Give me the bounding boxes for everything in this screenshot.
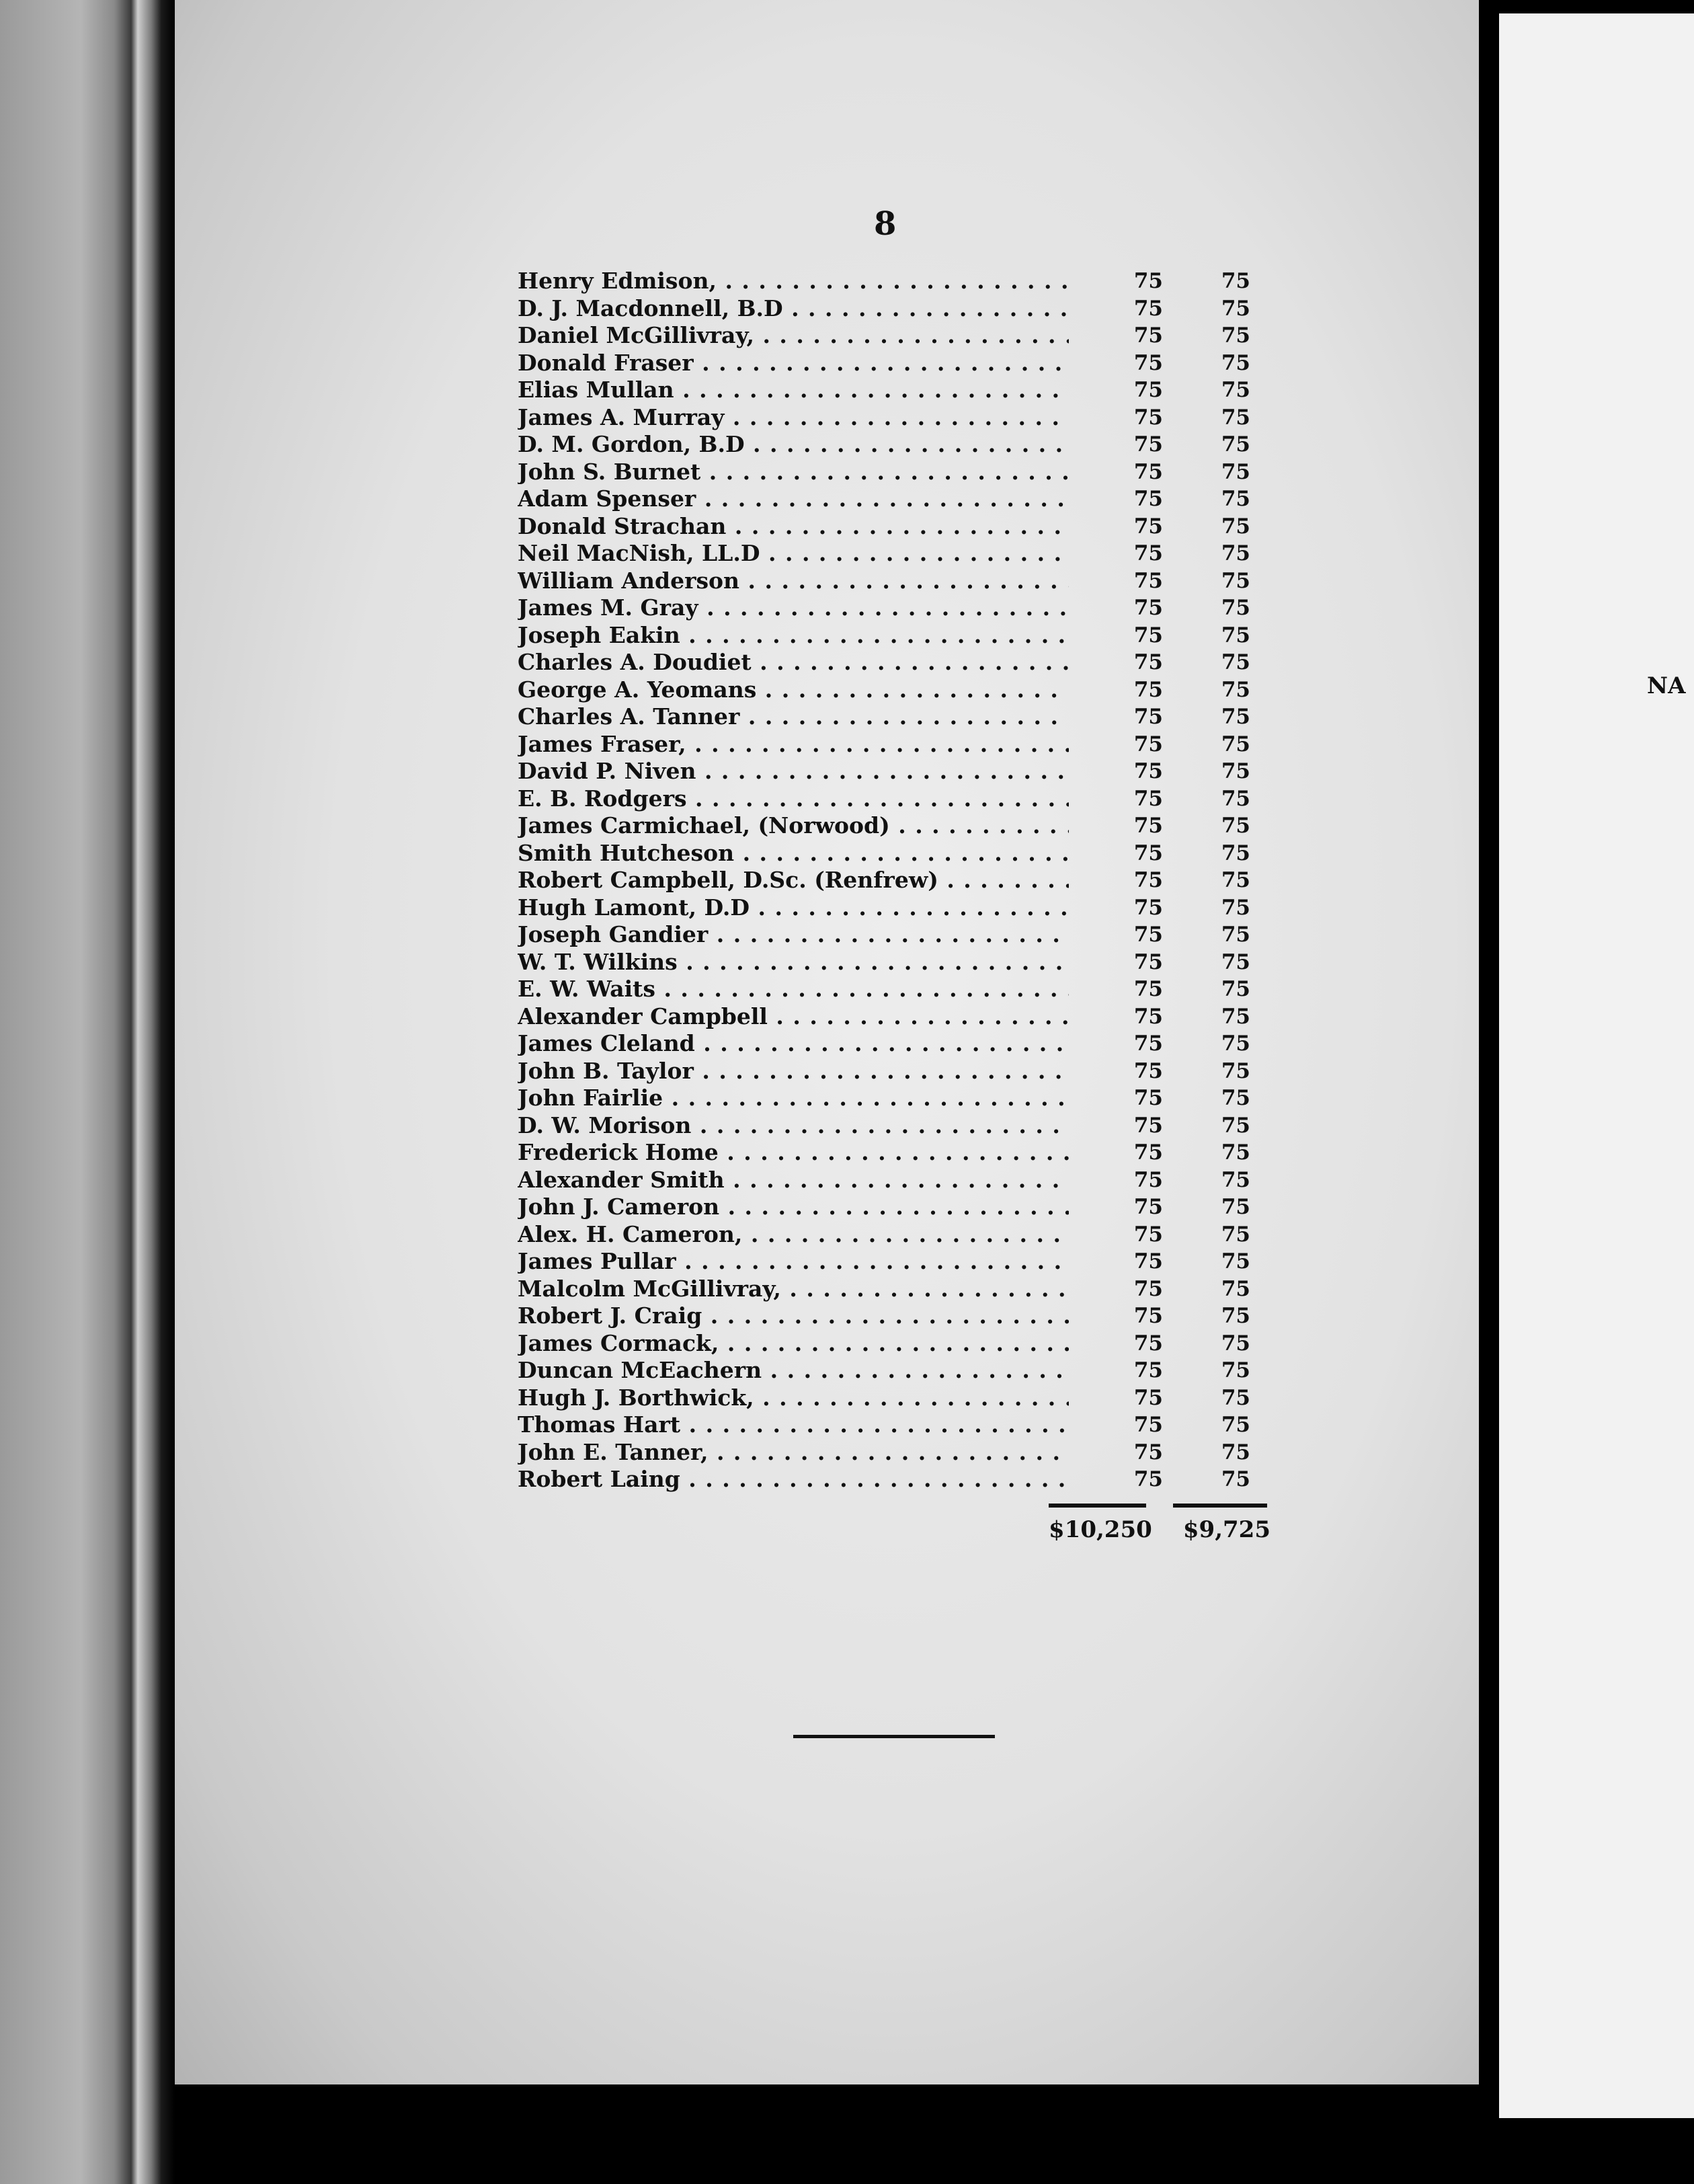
subscriber-name: Thomas Hart . . . xyxy=(518,1411,1069,1439)
amount-column-b: 75 xyxy=(1221,1140,1250,1165)
amount-column-b: 75 xyxy=(1221,1031,1250,1056)
amount-column-a: 75 xyxy=(1133,841,1163,865)
amount-column-b: 75 xyxy=(1221,296,1250,321)
amount-column-a: 75 xyxy=(1133,650,1163,674)
subscriber-name: Joseph Eakin . . . xyxy=(518,622,1069,650)
amount-column-b: 75 xyxy=(1221,650,1250,674)
amount-column-b: 75 xyxy=(1221,1004,1250,1029)
subscriber-name: Elias Mullan . . . xyxy=(518,377,1069,404)
amount-column-a: 75 xyxy=(1133,1413,1163,1437)
subscriber-name: Alex. H. Cameron, . . . xyxy=(518,1221,1069,1249)
amount-column-b: 75 xyxy=(1221,541,1250,566)
subscriber-name: James M. Gray . . . xyxy=(518,594,1069,622)
amount-column-a: 75 xyxy=(1133,1304,1163,1328)
amount-column-b: 75 xyxy=(1221,350,1250,375)
ledger-row xyxy=(518,594,1264,622)
section-end-rule xyxy=(793,1735,995,1738)
amount-column-b: 75 xyxy=(1221,1440,1250,1465)
amount-column-a: 75 xyxy=(1133,868,1163,892)
subscriber-name: Smith Hutcheson . . . xyxy=(518,840,1069,867)
amount-column-a: 75 xyxy=(1133,1004,1163,1029)
subscriber-name: James Fraser, . . . xyxy=(518,731,1069,758)
subscriber-name: John E. Tanner, . . . xyxy=(518,1439,1069,1467)
amount-column-a: 75 xyxy=(1133,432,1163,457)
amount-column-b: 75 xyxy=(1221,895,1250,920)
subscriber-name: John Fairlie . . . xyxy=(518,1085,1069,1112)
ledger-row xyxy=(518,1194,1264,1221)
subscriber-name: Alexander Smith . . . xyxy=(518,1167,1069,1194)
subscriber-name: James A. Murray . . . xyxy=(518,404,1069,432)
amount-column-a: 75 xyxy=(1133,459,1163,484)
amount-column-b: 75 xyxy=(1221,814,1250,838)
subscriber-name: W. T. Wilkins . . . xyxy=(518,949,1069,976)
subscriber-name: Daniel McGillivray, . . . xyxy=(518,322,1069,350)
subscriber-name: Robert Campbell, D.Sc. (Renfrew) . . . xyxy=(518,867,1069,894)
amount-column-a: 75 xyxy=(1133,1331,1163,1356)
amount-column-a: 75 xyxy=(1133,1440,1163,1465)
amount-column-a: 75 xyxy=(1133,1276,1163,1301)
amount-column-b: 75 xyxy=(1221,677,1250,702)
amount-column-a: 75 xyxy=(1133,568,1163,593)
ledger-row xyxy=(518,785,1264,813)
ledger-row xyxy=(518,513,1264,541)
amount-column-b: 75 xyxy=(1221,1385,1250,1410)
amount-column-b: 75 xyxy=(1221,1222,1250,1247)
ledger-row xyxy=(518,1276,1264,1303)
subscriber-name: John S. Burnet . . . xyxy=(518,459,1069,486)
subscriber-name: James Carmichael, (Norwood) . . . xyxy=(518,812,1069,840)
ledger-row xyxy=(518,431,1264,459)
ledger-row xyxy=(518,1085,1264,1112)
ledger-row xyxy=(518,268,1264,295)
ledger-row xyxy=(518,1411,1264,1439)
subscriber-name: Duncan McEachern . . . xyxy=(518,1357,1069,1384)
ledger-row xyxy=(518,1439,1264,1467)
ledger-row xyxy=(518,377,1264,404)
subscriber-name: George A. Yeomans . . . xyxy=(518,676,1069,704)
amount-column-b: 75 xyxy=(1221,269,1250,293)
ledger-row xyxy=(518,1030,1264,1058)
amount-column-b: 75 xyxy=(1221,923,1250,947)
subscriber-name: Joseph Gandier . . . xyxy=(518,921,1069,949)
ledger-row xyxy=(518,1248,1264,1276)
subscriber-name: Malcolm McGillivray, . . . xyxy=(518,1276,1069,1303)
amount-column-a: 75 xyxy=(1133,1140,1163,1165)
amount-column-b: 75 xyxy=(1221,568,1250,593)
ledger-row xyxy=(518,1112,1264,1140)
amount-column-b: 75 xyxy=(1221,459,1250,484)
amount-column-b: 75 xyxy=(1221,1249,1250,1274)
book-binding-edge xyxy=(0,0,175,2184)
subscriber-name: E. B. Rodgers . . . xyxy=(518,785,1069,813)
amount-column-b: 75 xyxy=(1221,868,1250,892)
amount-column-b: 75 xyxy=(1221,1058,1250,1083)
amount-column-b: 75 xyxy=(1221,1276,1250,1301)
total-column-a: $10,250 xyxy=(1049,1516,1152,1543)
amount-column-a: 75 xyxy=(1133,1086,1163,1110)
amount-column-a: 75 xyxy=(1133,350,1163,375)
adjacent-page xyxy=(1499,13,1694,2118)
ledger-row xyxy=(518,1139,1264,1167)
ledger-row xyxy=(518,1058,1264,1085)
amount-column-a: 75 xyxy=(1133,541,1163,566)
amount-column-b: 75 xyxy=(1221,1358,1250,1382)
amount-column-a: 75 xyxy=(1133,705,1163,729)
subscriber-name: Adam Spenser . . . xyxy=(518,485,1069,513)
amount-column-a: 75 xyxy=(1133,405,1163,430)
amount-column-a: 75 xyxy=(1133,1467,1163,1491)
amount-column-a: 75 xyxy=(1133,1195,1163,1219)
amount-column-b: 75 xyxy=(1221,841,1250,865)
amount-column-b: 75 xyxy=(1221,977,1250,1001)
amount-column-b: 75 xyxy=(1221,323,1250,348)
ledger-row xyxy=(518,676,1264,704)
amount-column-a: 75 xyxy=(1133,269,1163,293)
amount-column-a: 75 xyxy=(1133,1249,1163,1274)
amount-column-a: 75 xyxy=(1133,623,1163,648)
ledger-row xyxy=(518,1167,1264,1194)
ledger-row xyxy=(518,1221,1264,1249)
subscriber-name: Robert Laing . . . xyxy=(518,1466,1069,1493)
total-rule-column-a xyxy=(1049,1504,1146,1508)
ledger-row xyxy=(518,812,1264,840)
amount-column-b: 75 xyxy=(1221,1304,1250,1328)
amount-column-b: 75 xyxy=(1221,786,1250,811)
amount-column-b: 75 xyxy=(1221,623,1250,648)
ledger-row xyxy=(518,459,1264,486)
ledger-row xyxy=(518,840,1264,867)
amount-column-b: 75 xyxy=(1221,487,1250,511)
amount-column-b: 75 xyxy=(1221,1167,1250,1192)
subscriber-name: Henry Edmison, . . . xyxy=(518,268,1069,295)
amount-column-b: 75 xyxy=(1221,1113,1250,1138)
ledger-row xyxy=(518,322,1264,350)
ledger-row xyxy=(518,1003,1264,1031)
ledger-row xyxy=(518,649,1264,676)
amount-column-a: 75 xyxy=(1133,923,1163,947)
subscriber-name: Robert J. Craig . . . xyxy=(518,1302,1069,1330)
amount-column-a: 75 xyxy=(1133,1113,1163,1138)
amount-column-a: 75 xyxy=(1133,487,1163,511)
ledger-row xyxy=(518,758,1264,785)
amount-column-a: 75 xyxy=(1133,977,1163,1001)
subscription-ledger xyxy=(518,268,1264,1493)
amount-column-a: 75 xyxy=(1133,732,1163,756)
ledger-row xyxy=(518,894,1264,922)
subscriber-name: James Cormack, . . . xyxy=(518,1330,1069,1358)
ledger-row xyxy=(518,485,1264,513)
adjacent-page-fragment: NA xyxy=(1647,672,1686,699)
ledger-row xyxy=(518,1357,1264,1384)
subscriber-name: E. W. Waits . . . xyxy=(518,976,1069,1003)
subscriber-name: James Pullar . . . xyxy=(518,1248,1069,1276)
subscriber-name: Donald Fraser . . . xyxy=(518,350,1069,377)
amount-column-b: 75 xyxy=(1221,705,1250,729)
subscriber-name: John J. Cameron . . . xyxy=(518,1194,1069,1221)
amount-column-a: 75 xyxy=(1133,786,1163,811)
amount-column-a: 75 xyxy=(1133,677,1163,702)
ledger-row xyxy=(518,1330,1264,1358)
amount-column-a: 75 xyxy=(1133,1058,1163,1083)
ledger-row xyxy=(518,703,1264,731)
subscriber-name: Charles A. Doudiet . . . xyxy=(518,649,1069,676)
amount-column-a: 75 xyxy=(1133,378,1163,402)
ledger-row xyxy=(518,568,1264,595)
subscriber-name: Hugh Lamont, D.D . . . xyxy=(518,894,1069,922)
subscriber-name: D. J. Macdonnell, B.D . . . xyxy=(518,295,1069,323)
amount-column-b: 75 xyxy=(1221,949,1250,974)
ledger-row xyxy=(518,731,1264,758)
amount-column-a: 75 xyxy=(1133,1031,1163,1056)
amount-column-b: 75 xyxy=(1221,405,1250,430)
subscriber-name: Donald Strachan . . . xyxy=(518,513,1069,541)
amount-column-a: 75 xyxy=(1133,1385,1163,1410)
amount-column-b: 75 xyxy=(1221,1195,1250,1219)
subscriber-name: Frederick Home . . . xyxy=(518,1139,1069,1167)
amount-column-b: 75 xyxy=(1221,378,1250,402)
amount-column-a: 75 xyxy=(1133,1167,1163,1192)
amount-column-b: 75 xyxy=(1221,1467,1250,1491)
ledger-row xyxy=(518,350,1264,377)
amount-column-a: 75 xyxy=(1133,1358,1163,1382)
total-column-b: $9,725 xyxy=(1182,1516,1270,1543)
ledger-row xyxy=(518,1384,1264,1412)
amount-column-a: 75 xyxy=(1133,323,1163,348)
amount-column-a: 75 xyxy=(1133,514,1163,539)
subscriber-name: Neil MacNish, LL.D . . . xyxy=(518,540,1069,568)
subscriber-name: James Cleland . . . xyxy=(518,1030,1069,1058)
amount-column-b: 75 xyxy=(1221,759,1250,783)
subscriber-name: Alexander Campbell . . . xyxy=(518,1003,1069,1031)
amount-column-a: 75 xyxy=(1133,596,1163,620)
ledger-row xyxy=(518,1302,1264,1330)
amount-column-a: 75 xyxy=(1133,814,1163,838)
amount-column-a: 75 xyxy=(1133,1222,1163,1247)
ledger-row xyxy=(518,921,1264,949)
amount-column-b: 75 xyxy=(1221,1413,1250,1437)
subscriber-name: Charles A. Tanner . . . xyxy=(518,703,1069,731)
subscriber-name: D. W. Morison . . . xyxy=(518,1112,1069,1140)
ledger-row xyxy=(518,976,1264,1003)
subscriber-name: D. M. Gordon, B.D . . . xyxy=(518,431,1069,459)
amount-column-a: 75 xyxy=(1133,296,1163,321)
amount-column-a: 75 xyxy=(1133,759,1163,783)
ledger-row xyxy=(518,867,1264,894)
subscriber-name: William Anderson . . . xyxy=(518,568,1069,595)
total-rule-column-b xyxy=(1173,1504,1267,1508)
subscriber-name: David P. Niven . . . xyxy=(518,758,1069,785)
subscriber-name: John B. Taylor . . . xyxy=(518,1058,1069,1085)
page-number: 8 xyxy=(874,205,897,243)
ledger-row xyxy=(518,540,1264,568)
ledger-row xyxy=(518,404,1264,432)
ledger-row xyxy=(518,949,1264,976)
amount-column-b: 75 xyxy=(1221,1331,1250,1356)
amount-column-b: 75 xyxy=(1221,1086,1250,1110)
subscriber-name: Hugh J. Borthwick, . . . xyxy=(518,1384,1069,1412)
ledger-row xyxy=(518,1466,1264,1493)
amount-column-a: 75 xyxy=(1133,949,1163,974)
amount-column-a: 75 xyxy=(1133,895,1163,920)
ledger-row xyxy=(518,295,1264,323)
amount-column-b: 75 xyxy=(1221,596,1250,620)
ledger-row xyxy=(518,622,1264,650)
amount-column-b: 75 xyxy=(1221,732,1250,756)
amount-column-b: 75 xyxy=(1221,514,1250,539)
amount-column-b: 75 xyxy=(1221,432,1250,457)
